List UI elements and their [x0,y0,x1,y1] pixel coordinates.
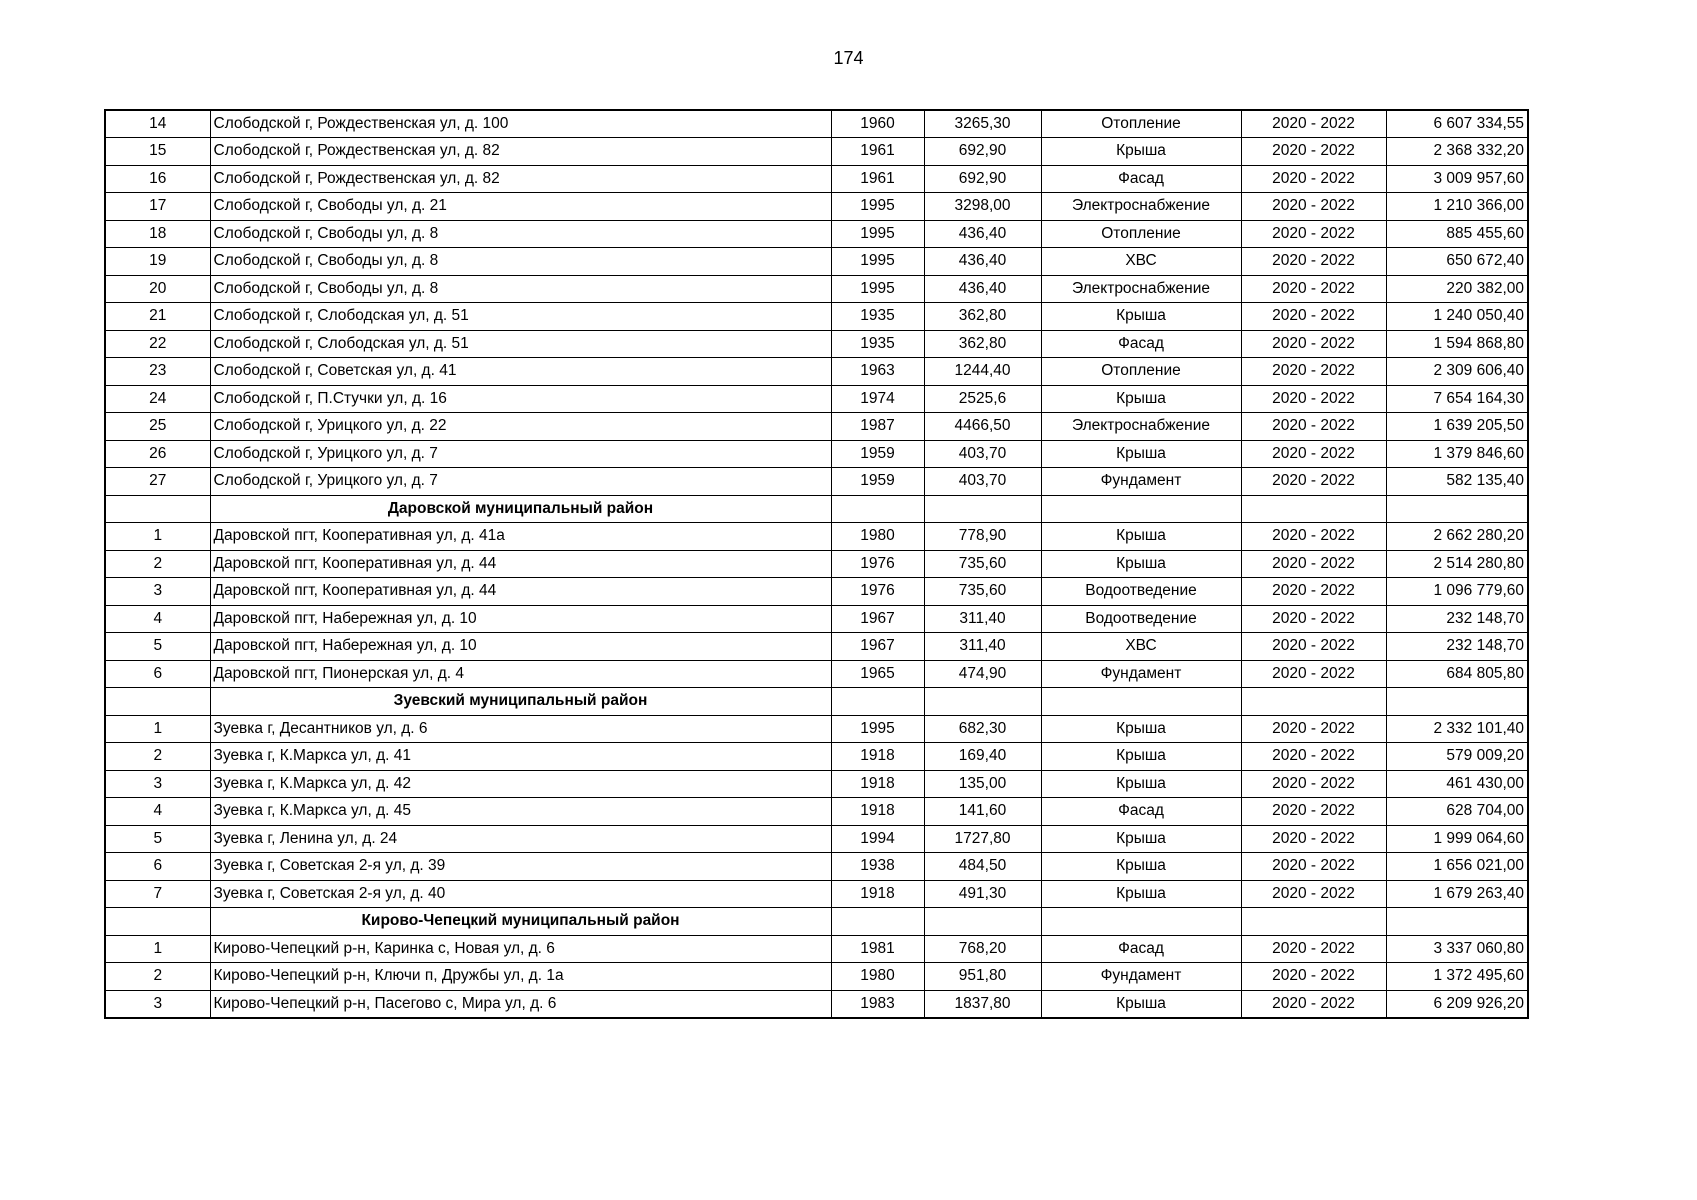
address-cell: Слободской г, Свободы ул, д. 21 [210,193,831,221]
area-cell: 778,90 [924,523,1041,551]
empty-cell [831,495,924,523]
area-cell: 403,70 [924,440,1041,468]
address-cell: Слободской г, Урицкого ул, д. 7 [210,440,831,468]
work-type-cell: Крыша [1041,550,1241,578]
cost-cell: 684 805,80 [1386,660,1528,688]
table-row [105,303,1528,331]
work-type-cell: Крыша [1041,715,1241,743]
cost-cell: 2 368 332,20 [1386,138,1528,166]
row-number-cell: 2 [105,550,210,578]
table-row [105,853,1528,881]
empty-cell [1386,908,1528,936]
work-type-cell: Крыша [1041,385,1241,413]
cost-cell: 1 656 021,00 [1386,853,1528,881]
row-number-cell: 5 [105,633,210,661]
area-cell: 3298,00 [924,193,1041,221]
year-built-cell: 1995 [831,275,924,303]
row-number-cell: 3 [105,578,210,606]
row-number-cell: 3 [105,990,210,1018]
period-cell: 2020 - 2022 [1241,358,1386,386]
section-title: Зуевский муниципальный район [210,688,831,716]
table-row [105,358,1528,386]
period-cell: 2020 - 2022 [1241,220,1386,248]
period-cell: 2020 - 2022 [1241,715,1386,743]
cost-cell: 220 382,00 [1386,275,1528,303]
area-cell: 491,30 [924,880,1041,908]
area-cell: 1837,80 [924,990,1041,1018]
work-type-cell: ХВС [1041,633,1241,661]
work-type-cell: Крыша [1041,138,1241,166]
year-built-cell: 1995 [831,193,924,221]
table-row [105,440,1528,468]
year-built-cell: 1976 [831,578,924,606]
work-type-cell: Фундамент [1041,468,1241,496]
area-cell: 692,90 [924,138,1041,166]
area-cell: 311,40 [924,605,1041,633]
year-built-cell: 1961 [831,165,924,193]
cost-cell: 3 009 957,60 [1386,165,1528,193]
row-number-cell: 2 [105,743,210,771]
year-built-cell: 1981 [831,935,924,963]
work-type-cell: ХВС [1041,248,1241,276]
area-cell: 735,60 [924,550,1041,578]
work-type-cell: Крыша [1041,523,1241,551]
work-type-cell: Фундамент [1041,963,1241,991]
row-number-cell: 17 [105,193,210,221]
year-built-cell: 1918 [831,770,924,798]
row-number-cell: 23 [105,358,210,386]
area-cell: 1727,80 [924,825,1041,853]
year-built-cell: 1965 [831,660,924,688]
table-row [105,110,1528,138]
empty-cell [1241,908,1386,936]
cost-cell: 628 704,00 [1386,798,1528,826]
row-number-cell: 21 [105,303,210,331]
address-cell: Слободской г, Свободы ул, д. 8 [210,248,831,276]
row-number-cell: 1 [105,523,210,551]
table-row [105,193,1528,221]
address-cell: Слободской г, Рождественская ул, д. 82 [210,138,831,166]
row-number-cell: 25 [105,413,210,441]
section-title: Даровской муниципальный район [210,495,831,523]
year-built-cell: 1976 [831,550,924,578]
address-cell: Слободской г, Свободы ул, д. 8 [210,220,831,248]
period-cell: 2020 - 2022 [1241,660,1386,688]
row-number-cell: 19 [105,248,210,276]
row-number-cell: 3 [105,770,210,798]
table-row [105,880,1528,908]
table-row [105,825,1528,853]
row-number-cell: 16 [105,165,210,193]
cost-cell: 7 654 164,30 [1386,385,1528,413]
area-cell: 436,40 [924,248,1041,276]
cost-cell: 2 309 606,40 [1386,358,1528,386]
table-row [105,275,1528,303]
year-built-cell: 1959 [831,468,924,496]
empty-cell [105,495,210,523]
cost-cell: 2 514 280,80 [1386,550,1528,578]
period-cell: 2020 - 2022 [1241,330,1386,358]
year-built-cell: 1995 [831,220,924,248]
period-cell: 2020 - 2022 [1241,935,1386,963]
year-built-cell: 1918 [831,798,924,826]
year-built-cell: 1960 [831,110,924,138]
address-cell: Зуевка г, К.Маркса ул, д. 41 [210,743,831,771]
year-built-cell: 1963 [831,358,924,386]
empty-cell [1386,688,1528,716]
address-cell: Даровской пгт, Кооперативная ул, д. 41а [210,523,831,551]
address-cell: Слободской г, Урицкого ул, д. 22 [210,413,831,441]
address-cell: Кирово-Чепецкий р-н, Пасегово с, Мира ул, д. 6 [210,990,831,1018]
area-cell: 4466,50 [924,413,1041,441]
area-cell: 169,40 [924,743,1041,771]
table-row [105,330,1528,358]
empty-cell [1041,688,1241,716]
address-cell: Кирово-Чепецкий р-н, Каринка с, Новая ул, д. 6 [210,935,831,963]
table-row [105,385,1528,413]
section-header-row [105,495,1528,523]
row-number-cell: 5 [105,825,210,853]
row-number-cell: 27 [105,468,210,496]
row-number-cell: 18 [105,220,210,248]
empty-cell [924,908,1041,936]
row-number-cell: 14 [105,110,210,138]
address-cell: Даровской пгт, Кооперативная ул, д. 44 [210,550,831,578]
period-cell: 2020 - 2022 [1241,138,1386,166]
area-cell: 135,00 [924,770,1041,798]
table-row [105,248,1528,276]
year-built-cell: 1935 [831,303,924,331]
area-cell: 484,50 [924,853,1041,881]
period-cell: 2020 - 2022 [1241,605,1386,633]
empty-cell [924,495,1041,523]
row-number-cell: 15 [105,138,210,166]
area-cell: 362,80 [924,303,1041,331]
cost-cell: 1 096 779,60 [1386,578,1528,606]
cost-cell: 1 594 868,80 [1386,330,1528,358]
address-cell: Зуевка г, К.Маркса ул, д. 42 [210,770,831,798]
work-type-cell: Электроснабжение [1041,413,1241,441]
year-built-cell: 1987 [831,413,924,441]
table-row [105,550,1528,578]
area-cell: 3265,30 [924,110,1041,138]
area-cell: 436,40 [924,275,1041,303]
area-cell: 735,60 [924,578,1041,606]
year-built-cell: 1959 [831,440,924,468]
address-cell: Зуевка г, К.Маркса ул, д. 45 [210,798,831,826]
row-number-cell: 1 [105,935,210,963]
cost-cell: 579 009,20 [1386,743,1528,771]
period-cell: 2020 - 2022 [1241,248,1386,276]
period-cell: 2020 - 2022 [1241,193,1386,221]
year-built-cell: 1980 [831,963,924,991]
work-type-cell: Фундамент [1041,660,1241,688]
period-cell: 2020 - 2022 [1241,770,1386,798]
area-cell: 692,90 [924,165,1041,193]
period-cell: 2020 - 2022 [1241,523,1386,551]
address-cell: Слободской г, Слободская ул, д. 51 [210,303,831,331]
empty-cell [105,688,210,716]
period-cell: 2020 - 2022 [1241,990,1386,1018]
year-built-cell: 1974 [831,385,924,413]
work-type-cell: Крыша [1041,303,1241,331]
period-cell: 2020 - 2022 [1241,165,1386,193]
cost-cell: 1 999 064,60 [1386,825,1528,853]
row-number-cell: 4 [105,798,210,826]
period-cell: 2020 - 2022 [1241,743,1386,771]
cost-cell: 2 332 101,40 [1386,715,1528,743]
area-cell: 2525,6 [924,385,1041,413]
cost-cell: 1 379 846,60 [1386,440,1528,468]
period-cell: 2020 - 2022 [1241,880,1386,908]
address-cell: Слободской г, Свободы ул, д. 8 [210,275,831,303]
period-cell: 2020 - 2022 [1241,550,1386,578]
year-built-cell: 1967 [831,605,924,633]
address-cell: Даровской пгт, Набережная ул, д. 10 [210,633,831,661]
area-cell: 951,80 [924,963,1041,991]
empty-cell [105,908,210,936]
work-type-cell: Водоотведение [1041,578,1241,606]
cost-cell: 582 135,40 [1386,468,1528,496]
table-row [105,468,1528,496]
work-type-cell: Крыша [1041,880,1241,908]
row-number-cell: 2 [105,963,210,991]
address-cell: Даровской пгт, Пионерская ул, д. 4 [210,660,831,688]
row-number-cell: 7 [105,880,210,908]
period-cell: 2020 - 2022 [1241,853,1386,881]
table-row [105,798,1528,826]
table-row [105,165,1528,193]
work-type-cell: Электроснабжение [1041,275,1241,303]
table-body [105,110,1528,1018]
work-type-cell: Фасад [1041,330,1241,358]
table-row [105,578,1528,606]
table-row [105,633,1528,661]
section-title: Кирово-Чепецкий муниципальный район [210,908,831,936]
row-number-cell: 22 [105,330,210,358]
work-type-cell: Крыша [1041,853,1241,881]
cost-cell: 885 455,60 [1386,220,1528,248]
year-built-cell: 1918 [831,880,924,908]
section-header-row [105,908,1528,936]
period-cell: 2020 - 2022 [1241,303,1386,331]
cost-cell: 6 607 334,55 [1386,110,1528,138]
work-type-cell: Фасад [1041,935,1241,963]
empty-cell [831,688,924,716]
table-row [105,715,1528,743]
address-cell: Даровской пгт, Набережная ул, д. 10 [210,605,831,633]
area-cell: 1244,40 [924,358,1041,386]
section-header-row [105,688,1528,716]
cost-cell: 232 148,70 [1386,605,1528,633]
address-cell: Слободской г, Урицкого ул, д. 7 [210,468,831,496]
row-number-cell: 24 [105,385,210,413]
year-built-cell: 1983 [831,990,924,1018]
period-cell: 2020 - 2022 [1241,798,1386,826]
work-type-cell: Крыша [1041,825,1241,853]
empty-cell [1041,495,1241,523]
area-cell: 141,60 [924,798,1041,826]
table-row [105,413,1528,441]
year-built-cell: 1994 [831,825,924,853]
address-cell: Слободской г, П.Стучки ул, д. 16 [210,385,831,413]
work-type-cell: Крыша [1041,743,1241,771]
cost-cell: 6 209 926,20 [1386,990,1528,1018]
area-cell: 474,90 [924,660,1041,688]
area-cell: 436,40 [924,220,1041,248]
table-row [105,743,1528,771]
cost-cell: 2 662 280,20 [1386,523,1528,551]
cost-cell: 1 372 495,60 [1386,963,1528,991]
period-cell: 2020 - 2022 [1241,440,1386,468]
empty-cell [924,688,1041,716]
year-built-cell: 1935 [831,330,924,358]
year-built-cell: 1961 [831,138,924,166]
year-built-cell: 1980 [831,523,924,551]
address-cell: Кирово-Чепецкий р-н, Ключи п, Дружбы ул, д. 1а [210,963,831,991]
year-built-cell: 1967 [831,633,924,661]
period-cell: 2020 - 2022 [1241,578,1386,606]
period-cell: 2020 - 2022 [1241,963,1386,991]
work-type-cell: Крыша [1041,770,1241,798]
area-cell: 311,40 [924,633,1041,661]
cost-cell: 3 337 060,80 [1386,935,1528,963]
cost-cell: 1 639 205,50 [1386,413,1528,441]
empty-cell [1386,495,1528,523]
year-built-cell: 1918 [831,743,924,771]
period-cell: 2020 - 2022 [1241,110,1386,138]
empty-cell [1041,908,1241,936]
row-number-cell: 1 [105,715,210,743]
capital-repair-table [104,109,1529,1019]
area-cell: 403,70 [924,468,1041,496]
page-number: 174 [833,48,864,68]
row-number-cell: 20 [105,275,210,303]
table-row [105,963,1528,991]
address-cell: Зуевка г, Ленина ул, д. 24 [210,825,831,853]
work-type-cell: Электроснабжение [1041,193,1241,221]
table-row [105,138,1528,166]
year-built-cell: 1995 [831,248,924,276]
work-type-cell: Водоотведение [1041,605,1241,633]
address-cell: Слободской г, Рождественская ул, д. 82 [210,165,831,193]
work-type-cell: Крыша [1041,440,1241,468]
period-cell: 2020 - 2022 [1241,385,1386,413]
address-cell: Зуевка г, Десантников ул, д. 6 [210,715,831,743]
area-cell: 682,30 [924,715,1041,743]
work-type-cell: Отопление [1041,110,1241,138]
year-built-cell: 1995 [831,715,924,743]
table-row [105,220,1528,248]
cost-cell: 1 240 050,40 [1386,303,1528,331]
work-type-cell: Фасад [1041,798,1241,826]
empty-cell [1241,688,1386,716]
address-cell: Даровской пгт, Кооперативная ул, д. 44 [210,578,831,606]
empty-cell [1241,495,1386,523]
work-type-cell: Крыша [1041,990,1241,1018]
address-cell: Слободской г, Слободская ул, д. 51 [210,330,831,358]
period-cell: 2020 - 2022 [1241,825,1386,853]
table-row [105,770,1528,798]
row-number-cell: 4 [105,605,210,633]
area-cell: 362,80 [924,330,1041,358]
table-row [105,523,1528,551]
empty-cell [831,908,924,936]
row-number-cell: 6 [105,853,210,881]
work-type-cell: Отопление [1041,220,1241,248]
table-row [105,605,1528,633]
cost-cell: 461 430,00 [1386,770,1528,798]
address-cell: Слободской г, Советская ул, д. 41 [210,358,831,386]
period-cell: 2020 - 2022 [1241,275,1386,303]
work-type-cell: Отопление [1041,358,1241,386]
table-row [105,660,1528,688]
area-cell: 768,20 [924,935,1041,963]
row-number-cell: 6 [105,660,210,688]
cost-cell: 650 672,40 [1386,248,1528,276]
table-row [105,935,1528,963]
address-cell: Зуевка г, Советская 2-я ул, д. 40 [210,880,831,908]
cost-cell: 1 210 366,00 [1386,193,1528,221]
period-cell: 2020 - 2022 [1241,633,1386,661]
address-cell: Слободской г, Рождественская ул, д. 100 [210,110,831,138]
work-type-cell: Фасад [1041,165,1241,193]
cost-cell: 232 148,70 [1386,633,1528,661]
address-cell: Зуевка г, Советская 2-я ул, д. 39 [210,853,831,881]
row-number-cell: 26 [105,440,210,468]
table-row [105,990,1528,1018]
cost-cell: 1 679 263,40 [1386,880,1528,908]
period-cell: 2020 - 2022 [1241,468,1386,496]
year-built-cell: 1938 [831,853,924,881]
period-cell: 2020 - 2022 [1241,413,1386,441]
